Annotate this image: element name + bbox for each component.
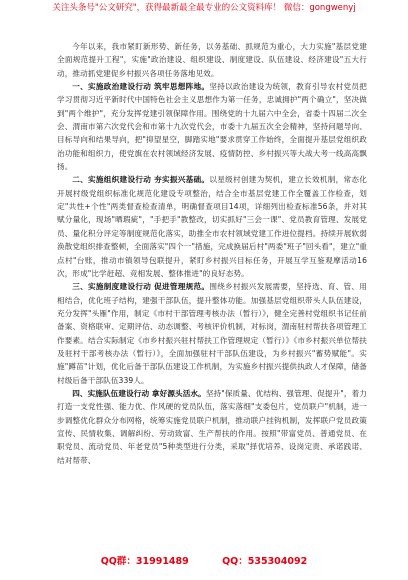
footer-qq-group: QQ群：31991489 bbox=[100, 556, 189, 567]
banner-text: 关注头条号"公文研究"，获得最新最全最专业的公文资料库！ 微信：gongwenyj bbox=[52, 3, 356, 13]
section-2-body: 以星级村创建为契机，建立长效机制，常态化开展村级党组织标准化规范化建设专项整治，结合全市基层党建工作全覆盖工作检查，划定"共性+个性"两类督查检查清单，明确督查项目14项，详细列出检查标准56条，并对其赋分量化，现场"晒瑕疵"，"手把手"教整改，切实抓好"三会一课"、党员教育管理、发展党员、量化积分评定等制度规范化落实，助推全市农村领域党建工作进位提档。持续开展软弱涣散党组织排查整顿，全面落实"四个一"措施，完成换届后村"两委"班子"回头看"，建立"重点村"台账，推动市镇领导包联提升，紧盯乡村振兴目标任务，开展互学互鉴观摩活动16次，形成"比学赶超、竞相发展、整体推进"的良好态势。 bbox=[57, 175, 367, 278]
section-1-heading: 一、实施政治建设行动 筑牢思想阵地。 bbox=[72, 82, 210, 92]
section-1-paragraph bbox=[57, 80, 367, 173]
section-3-heading: 三、实施制度建设行动 促进管理规范。 bbox=[72, 282, 210, 292]
intro-paragraph: 今年以来，我市紧盯新形势、新任务，以务基础、抓规范为重心，大力实施"基层党建全面规范提升工程"，实施"政治建设、组织建设、制度建设、队伍建设、经济建设"五大行动，推动抓党建促乡村振兴各项任务落地见效。 bbox=[57, 42, 367, 78]
section-4-body: 坚持"保质量、优结构、强管理、促提升"，着力打造一支党性强、能力优、作风硬的党员队伍，落实落细"支委包片，党员联户"机制，进一步调整优化群众分布网格，统筹实施党员联户机制，推动联户挂钩机制，发挥联户党员政策宣传、民情收集、调解纠纷、劳动致富、生产帮扶的作用。按照"带富党员、普通党员、在职党员、流动党员、年老党员"5种类型进行分类，采取"择优培养、设岗定责、承诺践诺、结对帮带、 bbox=[57, 388, 367, 465]
section-1-body: 坚持以政治建设为统领，教育引导农村党员把学习贯彻习近平新时代中国特色社会主义思想作为第一任务，忠诚拥护"两个确立"，坚决做到"两个维护"，充分发挥党建引领保障作用。围绕党的十九届六中全会，省委十四届二次全会、渭南市第六次党代会和市第十九次党代会，市委十九届五次全会精神，坚持问题导向、目标导向和结果导向，把"抑望星空，脚踏实地"要求贯穿工作始终，全面提升基层党组织政治功能和组织力，使党旗在农村领域经济发展、疫情防控、乡村振兴等大战大考一线高高飘扬。 bbox=[57, 82, 367, 172]
section-2-heading: 二、实施组织建设行动 夯实振兴基础。 bbox=[72, 175, 210, 185]
footer-qq: QQ：535304092 bbox=[222, 556, 308, 567]
section-4-paragraph bbox=[57, 387, 367, 467]
section-3-body: 围绕乡村振兴发展需要，坚持选、育、管、用相结合，优化班子结构，建强干部队伍，提升整体功能。加强基层党组织带头人队伍建设，充分发挥"头雁"作用，制定《市村干部管理考核办法（暂行）》，健全完善村党组织书记任前备案、资格联审、定期评估、动态调整、考核评价机制，对标岗，渭南驻村帮扶各项管理工作要素。结合实际制定《市乡村振兴驻村帮扶工作管理规定（暂行）》《市乡村振兴单位帮扶及驻村干部考核办法（暂行）》，全面加强驻村干部队伍建设，为乡村振兴"蓄势赋能"。实施"蹲苗"计划，优化后备干部队伍建设工作机制，为实施乡村振兴提供执政人才保障，储备村级后备干部队伍339人。 bbox=[57, 282, 367, 385]
document-body bbox=[57, 40, 367, 467]
footer-contact bbox=[0, 553, 408, 567]
header-banner bbox=[0, 2, 408, 24]
section-4-heading: 四、实施队伍建设行动 拿好源头活水。 bbox=[72, 388, 206, 398]
section-3-paragraph bbox=[57, 280, 367, 387]
section-2-paragraph bbox=[57, 173, 367, 280]
